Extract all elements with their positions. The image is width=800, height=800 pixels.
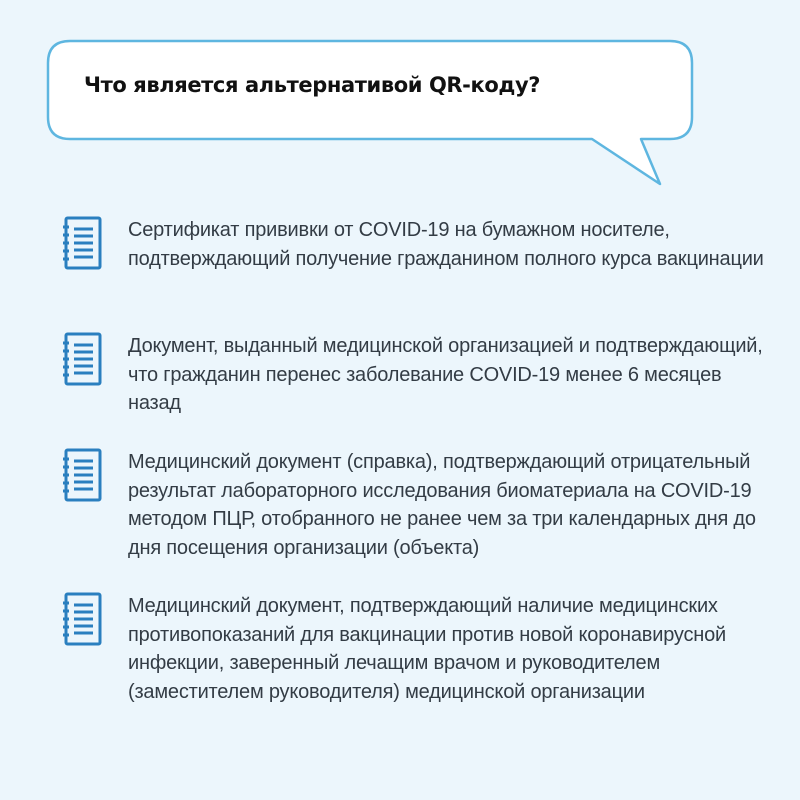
speech-bubble-shape xyxy=(48,41,692,184)
item-text: Медицинский документ (справка), подтверждающий отрицательный результат лабораторного исследования биоматериала на COVID-19 методом ПЦР, отобранного не ранее чем за три календарных дня до дня посещения организации (объекта) xyxy=(128,451,756,559)
document-icon xyxy=(62,448,104,502)
bubble-question: Что является альтернативой QR-коду? xyxy=(84,73,541,97)
document-icon xyxy=(62,592,104,646)
item-text: Сертификат прививки от COVID-19 на бумажном носителе, подтверждающий получение гражданином полного курса вакцинации xyxy=(128,219,764,270)
item-text: Медицинский документ, подтверждающий наличие медицинских противопоказаний для вакцинации против новой коронавирусной инфекции, заверенный лечащим врачом и руководителем (заместителем руководителя) медицинской организации xyxy=(128,595,727,703)
document-icon xyxy=(62,332,104,386)
speech-bubble xyxy=(0,0,800,200)
document-icon xyxy=(62,216,104,270)
item-text: Документ, выданный медицинской организацией и подтверждающий, что гражданин перенес заболевание COVID-19 менее 6 месяцев назад xyxy=(128,335,763,414)
